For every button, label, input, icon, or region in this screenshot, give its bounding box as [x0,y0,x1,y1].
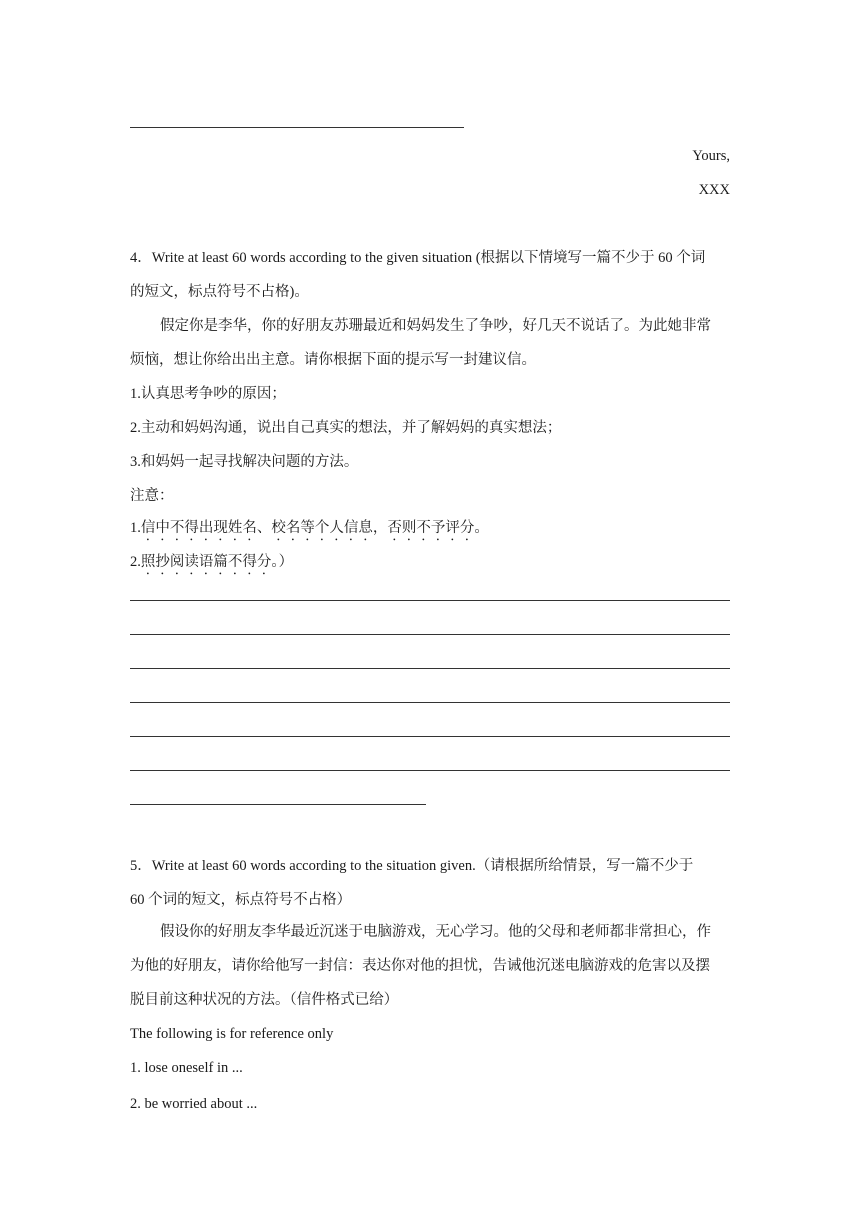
q4-hint-3: 3.和妈妈一起寻找解决问题的方法。 [130,454,359,470]
q4-note-2-emphasis: 照抄阅读语篇不得分 [140,554,272,570]
q4-note-1-prefix: 1. [130,520,141,536]
q4-prompt-line2: 的短文，标点符号不占格)。 [130,284,309,300]
q5-situation-line1: 假设你的好朋友李华最近沉迷于电脑游戏，无心学习。他的父母和老师都非常担心，作 [160,924,711,940]
answer-line [130,804,426,805]
q4-situation-line2: 烦恼，想让你给出出主意。请你根据下面的提示写一封建议信。 [130,352,536,368]
answer-line [130,736,730,737]
q4-situation-line1: 假定你是李华，你的好朋友苏珊最近和妈妈发生了争吵，好几天不说话了。为此她非常 [160,318,711,334]
q5-prompt-line2: 60 个词的短文，标点符号不占格） [130,892,352,908]
q4-prompt-line1: 4．Write at least 60 words according to the given situation (根据以下情境写一篇不少于 60 个词 [130,250,706,266]
letter-closing-signature: XXX [698,182,730,198]
q4-note-label: 注意： [130,488,174,504]
answer-line [130,634,730,635]
answer-line [130,770,730,771]
answer-line [130,600,730,601]
answer-line [130,668,730,669]
q5-prompt-line1: 5．Write at least 60 words according to the situation given.（请根据所给情景，写一篇不少于 [130,858,694,874]
q4-note-2-prefix: 2. [130,554,141,570]
q5-reference-2: 2. be worried about ... [130,1096,258,1112]
q4-note-2-suffix: 。） [271,554,294,570]
q4-hint-2: 2.主动和妈妈沟通，说出自己真实的想法，并了解妈妈的真实想法； [130,420,562,436]
q4-note-1-suffix: 。 [474,520,489,536]
q5-situation-line3: 脱目前这种状况的方法。（信件格式已给） [130,992,399,1008]
answer-line [130,702,730,703]
q5-reference-1: 1. lose oneself in ... [130,1060,243,1076]
q4-note-1-emphasis: 信中不得出现姓名、校名等个人信息，否则不予评分 [140,520,475,536]
q4-note-2 [130,552,293,578]
q4-hint-1: 1.认真思考争吵的原因； [130,386,286,402]
answer-line-top [130,127,464,128]
q5-situation-line2: 为他的好朋友，请你给他写一封信：表达你对他的担忧，告诫他沉迷电脑游戏的危害以及摆 [130,958,710,974]
q5-reference-label: The following is for reference only [130,1026,334,1042]
letter-closing-yours: Yours, [692,148,730,164]
q4-note-1 [130,518,489,544]
